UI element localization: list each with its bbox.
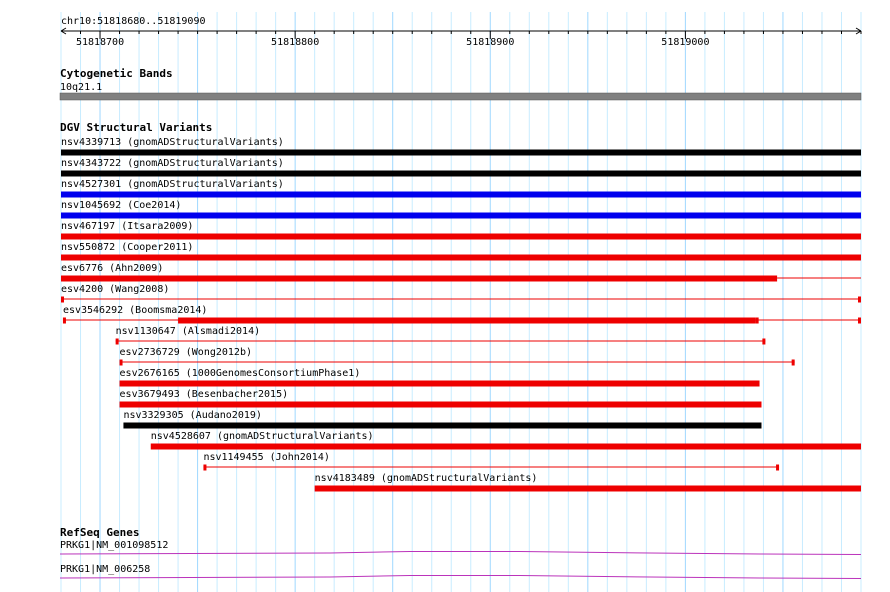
refseq-genes[interactable] <box>60 540 861 579</box>
dgv-feature-bar[interactable] <box>315 486 861 492</box>
dgv-feature[interactable] <box>120 368 760 387</box>
dgv-feature[interactable] <box>61 284 861 303</box>
cytoband-bar[interactable] <box>60 93 861 100</box>
dgv-feature-end-stop <box>858 297 861 303</box>
dgv-feature[interactable] <box>116 326 766 345</box>
dgv-feature[interactable] <box>61 242 861 261</box>
dgv-feature-label: esv4200 (Wang2008) <box>61 284 170 295</box>
tick-label: 51818700 <box>75 37 125 48</box>
refseq-gene[interactable] <box>60 540 861 555</box>
dgv-feature-bar[interactable] <box>61 213 861 219</box>
dgv-feature-bar[interactable] <box>61 276 777 282</box>
dgv-feature-label: nsv4343722 (gnomADStructuralVariants) <box>61 158 284 169</box>
ruler[interactable] <box>61 16 861 48</box>
dgv-feature-bar[interactable] <box>61 255 861 261</box>
dgv-feature-bar[interactable] <box>151 444 861 450</box>
dgv-feature-end-mid <box>756 318 759 324</box>
refseq-track[interactable] <box>60 526 861 579</box>
refseq-gene-label: PRKG1|NM_006258 <box>60 564 151 575</box>
dgv-feature-bar[interactable] <box>61 171 861 177</box>
dgv-feature-bar[interactable] <box>123 423 761 429</box>
dgv-feature-end-stop <box>792 360 795 366</box>
ruler-ticks <box>76 31 861 48</box>
dgv-feature-label: esv3546292 (Boomsma2014) <box>62 305 208 316</box>
refseq-gene-label: PRKG1|NM_001098512 <box>60 540 169 551</box>
dgv-feature-label: nsv1149455 (John2014) <box>203 452 330 463</box>
dgv-feature[interactable] <box>120 347 795 366</box>
dgv-feature-label: esv2676165 (1000GenomesConsortiumPhase1) <box>119 368 361 379</box>
track-title-dgv: DGV Structural Variants <box>60 121 213 134</box>
dgv-feature-label: nsv4527301 (gnomADStructuralVariants) <box>61 179 284 190</box>
dgv-feature-label: esv2736729 (Wong2012b) <box>119 347 252 358</box>
tick-label: 51819000 <box>661 37 710 48</box>
dgv-feature-label: nsv4339713 (gnomADStructuralVariants) <box>61 137 284 148</box>
dgv-feature-end-start <box>116 339 119 345</box>
dgv-feature-label: nsv1045692 (Coe2014) <box>61 200 182 211</box>
dgv-feature-end-start <box>120 360 123 366</box>
dgv-feature[interactable] <box>151 431 861 450</box>
dgv-feature-bar[interactable] <box>178 318 756 324</box>
dgv-feature[interactable] <box>61 200 861 219</box>
dgv-feature-label: esv6776 (Ahn2009) <box>61 263 164 274</box>
dgv-feature[interactable] <box>61 158 861 177</box>
refseq-gene-intron[interactable] <box>60 552 861 555</box>
dgv-feature-label: nsv4528607 (gnomADStructuralVariants) <box>150 431 374 442</box>
dgv-feature[interactable] <box>61 263 861 282</box>
dgv-feature-bar[interactable] <box>120 381 760 387</box>
track-title-cytoband: Cytogenetic Bands <box>60 67 173 80</box>
dgv-feature-end-start <box>63 318 66 324</box>
refseq-gene[interactable] <box>60 564 861 579</box>
dgv-feature-end-stop <box>762 339 765 345</box>
dgv-feature[interactable] <box>63 305 861 324</box>
dgv-track[interactable] <box>60 121 861 492</box>
dgv-feature-label: nsv550872 (Cooper2011) <box>61 242 194 253</box>
dgv-feature-bar[interactable] <box>120 402 762 408</box>
tick-label: 51818900 <box>466 37 515 48</box>
dgv-features[interactable] <box>61 137 861 492</box>
dgv-feature-label: esv3679493 (Besenbacher2015) <box>119 389 289 400</box>
dgv-feature[interactable] <box>120 389 762 408</box>
dgv-feature-end-start <box>203 465 206 471</box>
dgv-feature-bar[interactable] <box>61 192 861 198</box>
dgv-feature-bar[interactable] <box>61 150 861 156</box>
dgv-feature[interactable] <box>203 452 779 471</box>
dgv-feature-label: nsv3329305 (Audano2019) <box>123 410 262 421</box>
refseq-gene-intron[interactable] <box>60 576 861 579</box>
dgv-feature-end-stop <box>776 465 779 471</box>
dgv-feature[interactable] <box>61 179 861 198</box>
dgv-feature-label: nsv467197 (Itsara2009) <box>61 221 194 232</box>
dgv-feature-bar[interactable] <box>61 234 861 240</box>
dgv-feature-end-start <box>61 297 64 303</box>
tick-label: 51818800 <box>271 37 320 48</box>
cytoband-track[interactable] <box>60 67 861 100</box>
dgv-feature[interactable] <box>61 221 861 240</box>
dgv-feature[interactable] <box>61 137 861 156</box>
track-title-refseq: RefSeq Genes <box>60 526 140 539</box>
dgv-feature-end-stop <box>858 318 861 324</box>
dgv-feature-label: nsv4183489 (gnomADStructuralVariants) <box>314 473 538 484</box>
dgv-feature-label: nsv1130647 (Alsmadi2014) <box>115 326 261 337</box>
location-label: chr10:51818680..51819090 <box>61 16 206 27</box>
cytoband-label: 10q21.1 <box>60 82 103 93</box>
